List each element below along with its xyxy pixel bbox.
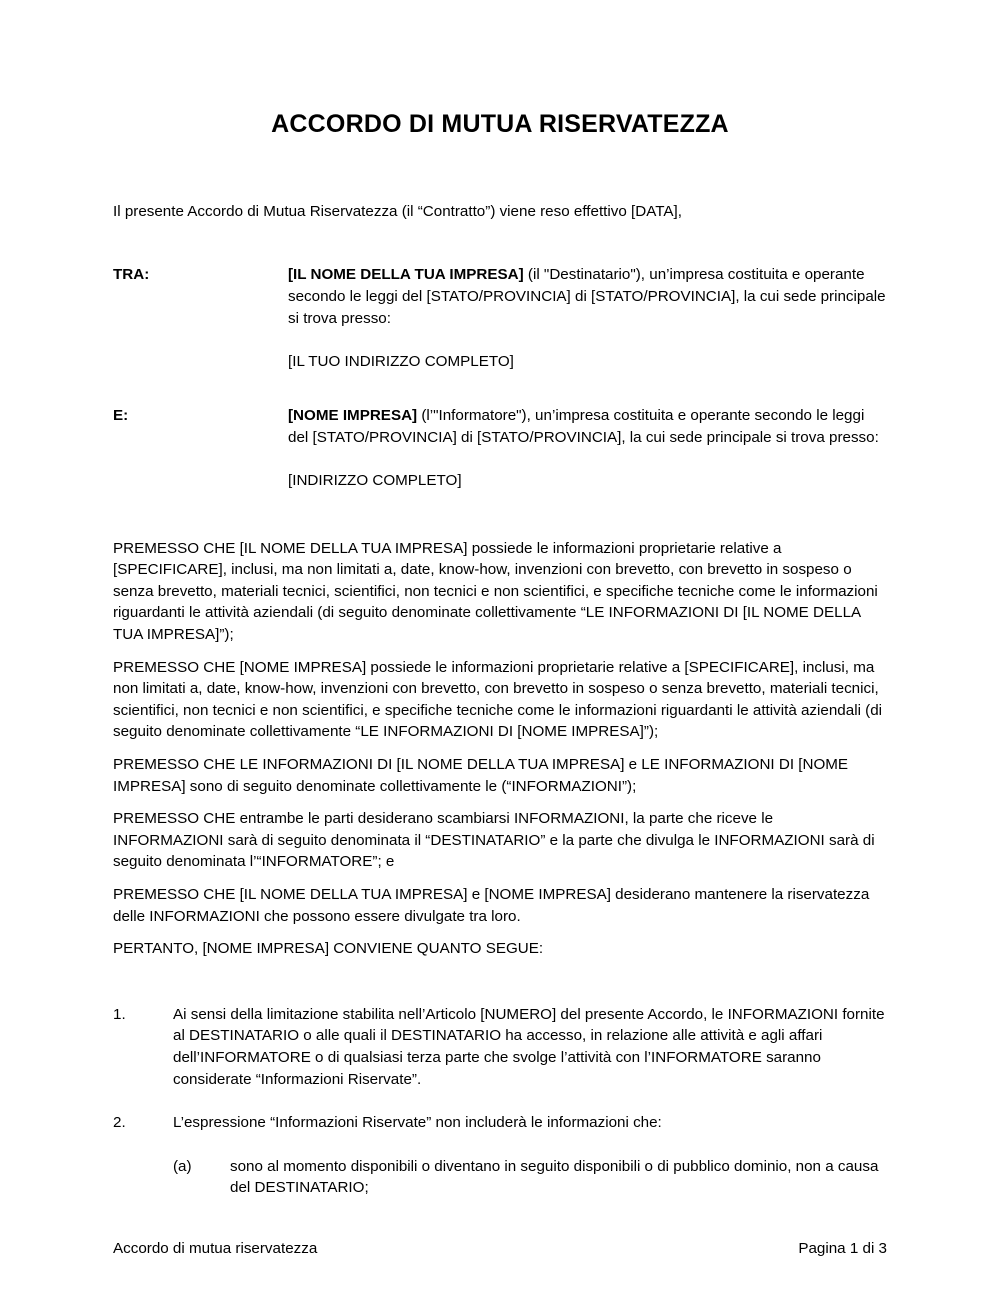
recital-paragraph: PREMESSO CHE [NOME IMPRESA] possiede le informazioni proprietarie relative a [SPECIFICARE], inclusi, ma non limitati a, date, know-how, invenzioni con brevetto, con brevetto in sospeso o senza brevetto, materiali tecnici, scientifici, non tecnici e non scientifici, e specifiche tecniche come le informazioni riguardanti le attività aziendali (di seguito denominate collettivamente “LE INFORMAZIONI DI [NOME IMPRESA]”); (113, 658, 883, 741)
subclause-text: sono al momento disponibili o diventano in seguito disponibili o di pubblico dominio, non a causa del DESTINATARIO; (230, 1157, 879, 1197)
clause-number: 1. (113, 1005, 126, 1023)
clauses-section (113, 1004, 887, 1199)
clause-item (113, 1004, 887, 1090)
party-body-discloser (288, 405, 887, 491)
recital-paragraph: PREMESSO CHE [IL NOME DELLA TUA IMPRESA] possiede le informazioni proprietarie relative a [SPECIFICARE], inclusi, ma non limitati a, date, know-how, invenzioni con brevetto, con brevetto in sospeso o senza brevetto, materiali tecnici, scientifici, non tecnici e non scientifici, e specifiche tecniche come le informazioni riguardanti le attività aziendali (di seguito denominate collettivamente “LE INFORMAZIONI DI [IL NOME DELLA TUA IMPRESA]”); (113, 539, 878, 644)
recital-paragraph: PREMESSO CHE [IL NOME DELLA TUA IMPRESA] e [NOME IMPRESA] desiderano mantenere la riservatezza delle INFORMAZIONI che possono essere divulgate tra loro. (113, 886, 870, 925)
clause-text: Ai sensi della limitazione stabilita nell’Articolo [NUMERO] del presente Accordo, le INFORMAZIONI fornite al DESTINATARIO o alle quali il DESTINATARIO ha accesso, in relazione alle attività e agli affari dell’INFORMATORE o di qualsiasi terza parte che svolge l’attività con l’INFORMATORE saranno considerate “Informazioni Riservate”. (173, 1005, 885, 1088)
clause-number: 2. (113, 1114, 126, 1132)
document-body (113, 0, 887, 1199)
recital-paragraph: PREMESSO CHE LE INFORMAZIONI DI [IL NOME DELLA TUA IMPRESA] e LE INFORMAZIONI DI [NOME IMPRESA] sono di seguito denominate collettivamente le (“INFORMAZIONI”); (113, 756, 849, 795)
party-label-discloser: E: (113, 407, 129, 425)
party-address-discloser: [INDIRIZZO COMPLETO] (288, 472, 462, 490)
subclause-item (113, 1156, 887, 1199)
clause-item (113, 1112, 887, 1134)
intro-paragraph: Il presente Accordo di Mutua Riservatezza (il “Contratto”) viene reso effettivo [DATA], (113, 202, 682, 220)
party-description-discloser: (l’"Informatore"), un’impresa costituita e operante secondo le leggi del [STATO/PROVINCIA] di [STATO/PROVINCIA], la cui sede principale si trova presso: (288, 407, 879, 446)
page-title: ACCORDO DI MUTUA RISERVATEZZA (271, 110, 729, 138)
footer-page-number: Pagina 1 di 3 (798, 1240, 887, 1257)
party-block-recipient (113, 264, 887, 372)
recitals-section (113, 538, 887, 960)
recital-paragraph: PREMESSO CHE entrambe le parti desiderano scambiarsi INFORMAZIONI, la parte che riceve le INFORMAZIONI sarà di seguito denominata il “DESTINATARIO” e la parte che divulga le INFORMAZIONI sarà di seguito denominata l’“INFORMATORE”; e (113, 810, 875, 871)
page-footer (113, 1238, 887, 1260)
party-name-discloser: [NOME IMPRESA] (288, 407, 418, 425)
party-address-recipient: [IL TUO INDIRIZZO COMPLETO] (288, 352, 514, 370)
party-name-recipient: [IL NOME DELLA TUA IMPRESA] (288, 266, 524, 284)
clause-text: L’espressione “Informazioni Riservate” non includerà le informazioni che: (173, 1114, 662, 1132)
party-block-discloser (113, 405, 887, 491)
recital-paragraph-pertanto: PERTANTO, [NOME IMPRESA] CONVIENE QUANTO SEGUE: (113, 940, 544, 958)
party-description-recipient: (il "Destinatario"), un’impresa costituita e operante secondo le leggi del [STATO/PROVINCIA] di [STATO/PROVINCIA], la cui sede principale si trova presso: (288, 266, 886, 327)
party-label-recipient: TRA: (113, 266, 150, 284)
footer-document-name: Accordo di mutua riservatezza (113, 1240, 318, 1257)
subclause-number: (a) (173, 1157, 192, 1175)
party-body-recipient (288, 264, 887, 372)
